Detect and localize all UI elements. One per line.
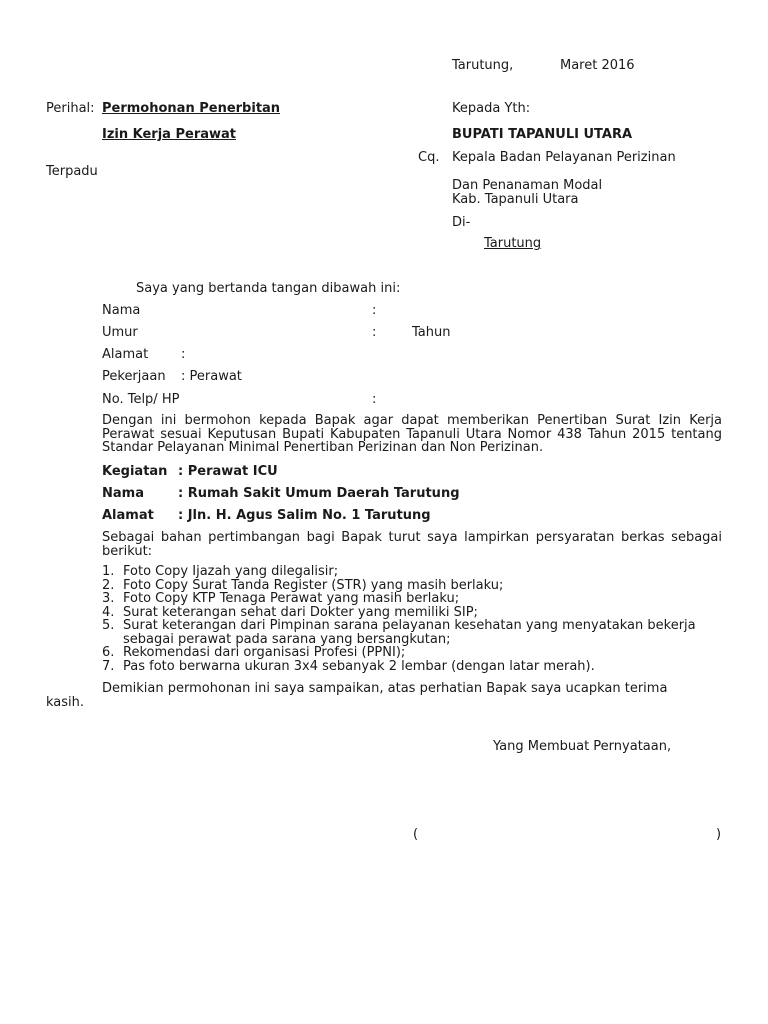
list-item: 5. Surat keterangan dari Pimpinan sarana pelayanan kesehatan yang menyatakan bekerja sebagai perawat pada sarana yang bersangkutan; xyxy=(102,618,696,647)
place-date: Tarutung, xyxy=(452,58,514,73)
kegiatan-value: : Perawat ICU xyxy=(178,464,278,479)
recipient-line-2: Dan Penanaman Modal xyxy=(452,178,603,193)
workplace-nama-value: : Rumah Sakit Umum Daerah Tarutung xyxy=(178,486,460,501)
attachment-intro: Sebagai bahan pertimbangan bagi Bapak turut saya lampirkan persyaratan berkas sebagai berikut: xyxy=(102,530,722,559)
workplace-alamat-label: Alamat xyxy=(102,508,154,523)
requirements-list xyxy=(102,565,702,673)
alamat-label: Alamat xyxy=(102,347,149,362)
pekerjaan-value: : Perawat xyxy=(181,369,242,384)
subject-line-2: Izin Kerja Perawat xyxy=(102,127,236,142)
recipient-line-3: Kab. Tapanuli Utara xyxy=(452,192,579,207)
closing-line-2: kasih. xyxy=(46,695,85,710)
recipient-greeting: Kepada Yth: xyxy=(452,101,531,116)
pekerjaan-label: Pekerjaan xyxy=(102,369,166,384)
recipient-di: Di- xyxy=(452,215,471,230)
list-item: 1. Foto Copy Ijazah yang dilegalisir; xyxy=(102,564,339,579)
recipient-line-1-wrap: Terpadu xyxy=(46,164,98,179)
list-item: 2. Foto Copy Surat Tanda Register (STR) yang masih berlaku; xyxy=(102,577,504,593)
list-item: 3. Foto Copy KTP Tenaga Perawat yang masih berlaku; xyxy=(102,591,460,606)
umur-label: Umur xyxy=(102,325,138,340)
recipient-line-1: Kepala Badan Pelayanan Perizinan xyxy=(452,150,676,165)
closing-line-1: Demikian permohonan ini saya sampaikan, atas perhatian Bapak saya ucapkan terima xyxy=(102,681,668,696)
signature-open-paren: ( xyxy=(413,827,419,842)
telp-label: No. Telp/ HP xyxy=(102,392,180,407)
kegiatan-label: Kegiatan xyxy=(102,464,168,479)
umur-unit: Tahun xyxy=(412,325,451,340)
workplace-alamat-value: : Jln. H. Agus Salim No. 1 Tarutung xyxy=(178,508,431,523)
list-item: 6. Rekomendasi dari organisasi Profesi (PPNI); xyxy=(102,645,406,660)
recipient-city: Tarutung xyxy=(484,236,542,251)
telp-colon: : xyxy=(372,392,377,407)
intro-text: Saya yang bertanda tangan dibawah ini: xyxy=(136,281,401,296)
recipient-cq: Cq. xyxy=(418,150,440,165)
workplace-nama-label: Nama xyxy=(102,486,144,501)
month-year: Maret 2016 xyxy=(560,58,635,73)
signature-title: Yang Membuat Pernyataan, xyxy=(493,739,672,754)
nama-colon: : xyxy=(372,303,377,318)
alamat-colon: : xyxy=(181,347,186,362)
nama-label: Nama xyxy=(102,303,141,318)
list-item: 4. Surat keterangan sehat dari Dokter yang memiliki SIP; xyxy=(102,604,478,620)
request-paragraph: Dengan ini bermohon kepada Bapak agar dapat memberikan Penertiban Surat Izin Kerja Perawat sesuai Keputusan Bupati Kabupaten Tapanuli Utara Nomor 438 Tahun 2015 tentang Standar Pelayanan Minimal Penertiban Perizinan dan Non Perizinan. xyxy=(102,413,722,455)
recipient-name: BUPATI TAPANULI UTARA xyxy=(452,127,633,142)
list-item: 7. Pas foto berwarna ukuran 3x4 sebanyak 2 lembar (dengan latar merah). xyxy=(102,658,595,674)
signature-close-paren: ) xyxy=(716,827,722,842)
subject-label: Perihal: xyxy=(46,101,95,116)
umur-colon: : xyxy=(372,325,377,340)
subject-line-1: Permohonan Penerbitan xyxy=(102,101,281,116)
